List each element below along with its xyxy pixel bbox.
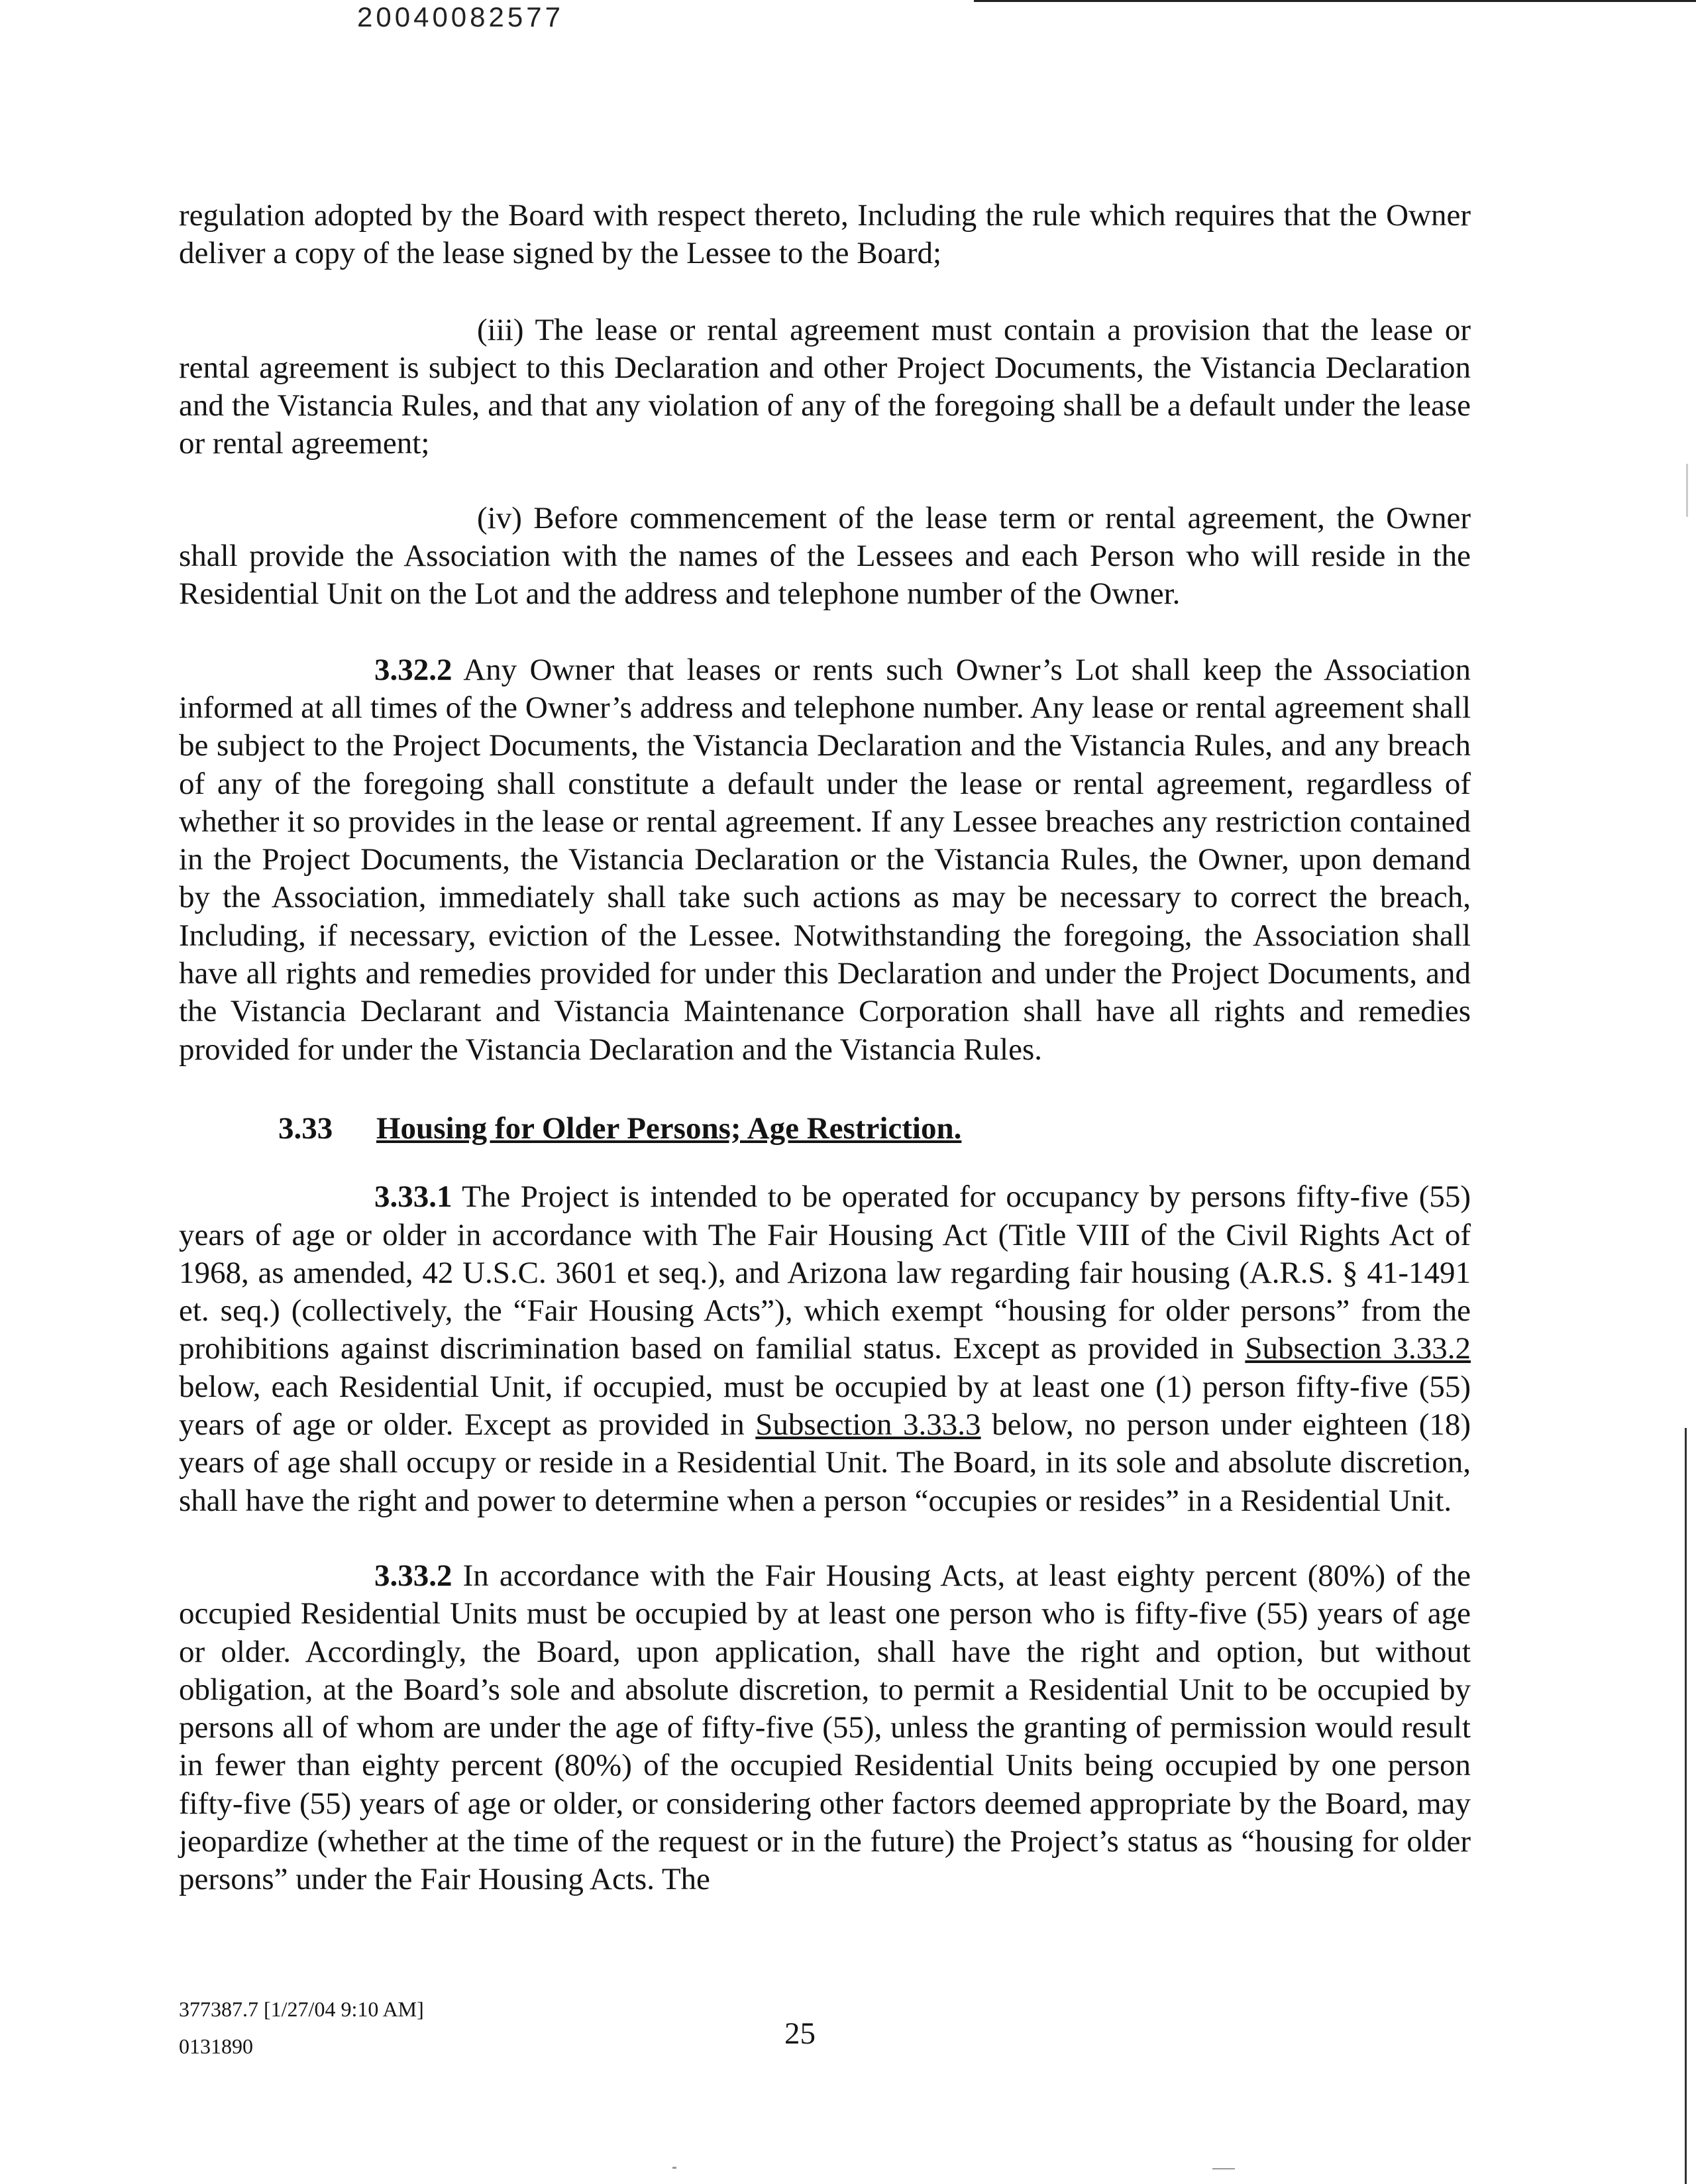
subsection-reference: Subsection 3.33.2 [1245,1331,1471,1366]
paragraph-item-iii: (iii) The lease or rental agreement must contain a provision that the lease or rental agreement is subject to this Declaration and other Project Documents, the Vistancia Declaration and the Vistancia Rules, and that any violation of any of the foregoing shall be a default under the lease or rental agreement; [179,312,1471,461]
section-number: 3.33.1 [374,1179,452,1215]
document-body [179,197,1471,1899]
paragraph-text: The Project is intended to be operated for occupancy by persons fifty-five (55) years of age or older in accordance with The Fair Housing Act (Title VIII of the Civil Rights Act of 1968, as amended, 42 U.S.C. 3601 et seq.), and Arizona law regarding fair housing (A.R.S. § 41-1491 et. seq.) (collectively, the “Fair Housing Acts”), which exempt “housing for older persons” from the prohibitions against discrimination based on familial status. Except as provided in [179,1179,1471,1366]
paragraph-text: below, each Residential Unit, if occupied, must be occupied by at least one (1) person fifty-five (55) years of age or older. Except as provided in [179,1369,1471,1443]
paragraph-lease-rule-continuation: regulation adopted by the Board with respect thereto, Including the rule which requires that the Owner deliver a copy of the lease signed by the Lessee to the Board; [179,198,1471,271]
top-rule [974,0,1696,2]
heading-number: 3.33 [278,1111,333,1146]
paragraph-text: In accordance with the Fair Housing Acts, at least eighty percent (80%) of the occupied Residential Units must be occupied by at least one person who is fifty-five (55) years of age or older. Accordingly, the Board, upon application, shall have the right and option, but without obligation, at the Board’s sole and absolute discretion, to permit a Residential Unit to be occupied by persons all of whom are under the age of fifty-five (55), unless the granting of permission would result in fewer than eighty percent (80%) of the occupied Residential Units being occupied by one person fifty-five (55) years of age or older, or considering other factors deemed appropriate by the Board, may jeopardize (whether at the time of the request or in the future) the Project’s status as “housing for older persons” under the Fair Housing Acts. The [179,1558,1471,1897]
scan-mark [672,2167,676,2169]
scan-mark [1212,2168,1235,2169]
section-number: 3.32.2 [374,652,452,687]
paragraph-item-iv: (iv) Before commencement of the lease term or rental agreement, the Owner shall provide the Association with the names of the Lessees and each Person who will reside in the Residential Unit on the Lot and the address and telephone number of the Owner. [179,500,1471,612]
right-margin-rule [1685,1428,1687,2184]
section-heading-3-33 [179,1110,1471,1148]
paragraph-3-33-1 [179,1178,1471,1520]
paragraph-text: Any Owner that leases or rents such Owner’s Lot shall keep the Association informed at all times of the Owner’s address and telephone number. Any lease or rental agreement shall be subject to the Project Documents, the Vistancia Declaration and the Vistancia Rules, and any breach of any of the foregoing shall constitute a default under the lease or rental agreement, regardless of whether it so provides in the lease or rental agreement. If any Lessee breaches any restriction contained in the Project Documents, the Vistancia Declaration or the Vistancia Rules, the Owner, upon demand by the Association, immediately shall take such actions as may be necessary to correct the breach, Including, if necessary, eviction of the Lessee. Notwithstanding the foregoing, the Association shall have all rights and remedies provided for under this Declaration and under the Project Documents, and the Vistancia Declarant and Vistancia Maintenance Corporation shall have all rights and remedies provided for under the Vistancia Declaration and the Vistancia Rules. [179,652,1471,1067]
document-number: 20040082577 [357,1,564,32]
paragraph-3-32-2 [179,651,1471,1069]
footer-doc-version: 377387.7 [1/27/04 9:10 AM] [179,1997,424,2021]
paragraph-text: below, no person under eighteen (18) years of age shall occupy or reside in a Residential Unit. The Board, in its sole and absolute discretion, shall have the right and power to determine when a person “occupies or resides” in a Residential Unit. [179,1407,1471,1518]
paragraph-3-33-2 [179,1557,1471,1899]
page-number: 25 [784,2016,816,2051]
scan-mark [1686,464,1688,517]
subsection-reference: Subsection 3.33.3 [755,1407,981,1443]
footer-client-number: 0131890 [179,2034,253,2058]
heading-title: Housing for Older Persons; Age Restriction. [376,1111,962,1146]
section-number: 3.33.2 [374,1558,452,1593]
